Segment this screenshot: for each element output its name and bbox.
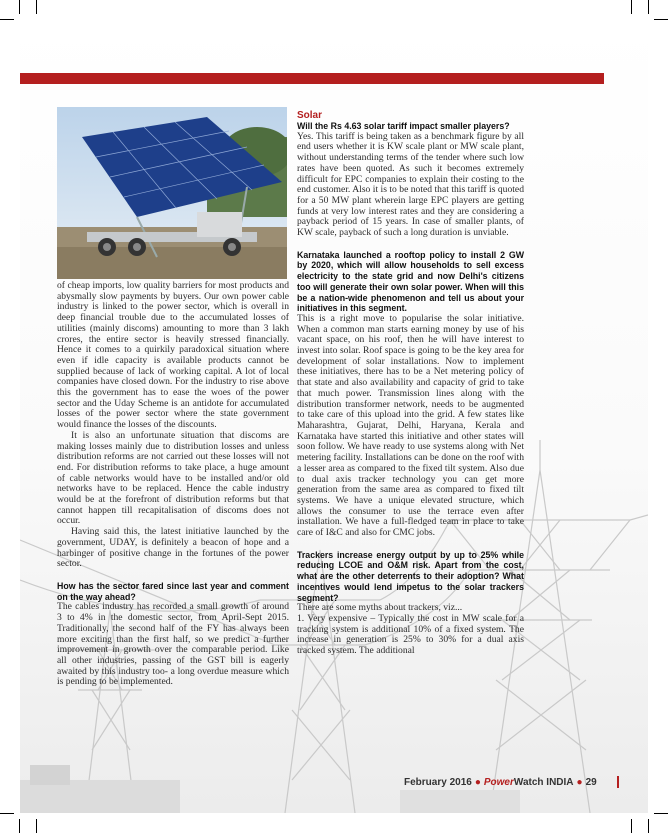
bullet-icon: ●: [576, 777, 583, 788]
answer-trackers-point-1: 1. Very expensive – Typically the cost in MW scale for a tracking system is additional 10% of a fixed system. The increase in generation is 25% to 30% for a dual axis tracked system. The additional: [297, 612, 524, 657]
crop-mark: [0, 813, 14, 814]
header-accent-bar: [20, 73, 604, 84]
left-paragraph-2: It is also an unfortunate situation that discoms are making losses mainly due to distribution losses and unless distribution reforms are not carried out these losses will not end. For distribution reforms to take place, a huge amount of cable networks would have to be installed and/or old networks have to be replaced. Hence the cable industry would be at the forefront of distribution reforms but that cannot happen till recapitalisation of discoms does not occur.: [57, 429, 289, 527]
solar-panel-trailer-photo: [57, 107, 287, 279]
left-column: [57, 281, 289, 688]
crop-mark: [19, 0, 20, 14]
left-paragraph-3: Having said this, the latest initiative launched by the government, UDAY, is definitely a beacon of hope and a harbinger of positive change in the fortunes of the power sector.: [57, 526, 289, 570]
right-column: [297, 110, 524, 657]
question-trackers: Trackers increase energy output by up to 25% while reducing LCOE and O&M risk. Apart from the cost, what are the other deterrents to their adoption? What incentives would lend impetus to the solar trackers segment?: [297, 549, 524, 603]
crop-mark: [648, 0, 649, 14]
solar-panel-icon: [57, 107, 287, 279]
crop-mark: [631, 0, 632, 14]
crop-mark: [0, 19, 14, 20]
crop-mark: [654, 813, 668, 814]
answer-sector-growth: The cables industry has recorded a small growth of around 3 to 4% in the domestic sector, from April-Sept 2015. Traditionally, the second half of the FY has always been more exciting than the first half, so we predict a further improvement in growth over the comparable period. Like all other industries, passing of the GST bill is eagerly awaited by this industry too- a long overdue measure which is pending to be implemented.: [57, 601, 289, 688]
crop-mark: [631, 819, 632, 833]
crop-mark: [648, 819, 649, 833]
answer-solar-tariff: Yes. This tariff is being taken as a benchmark figure by all end users whether it is KW scale plant or MW scale plant, without understanding terms of the tender where such low rates have been quoted. As such it becomes extremely difficult for EPC companies to explain their costing to the end customer. Also it is to be noted that this tariff is quoted for a 50 MW plant wherein large EPC players are getting funds at very low interest rates and they are considering a payback period of 15 years. In case of smaller plants, of KW scale, payback of such a long duration is unviable.: [297, 130, 524, 239]
footer-brand-power: Power: [483, 777, 514, 788]
page-number: 29: [585, 777, 597, 788]
section-heading: Solar: [297, 110, 323, 121]
answer-trackers-intro: There are some myths about trackers, viz...: [297, 602, 463, 614]
crop-mark: [36, 0, 37, 14]
crop-mark: [36, 819, 37, 833]
question-solar-tariff: Will the Rs 4.63 solar tariff impact smaller players?: [297, 121, 510, 131]
bullet-icon: ●: [474, 777, 481, 788]
question-rooftop-policy: Karnataka launched a rooftop policy to install 2 GW by 2020, which will allow households to sell excess electricity to the state grid and now Delhi's citizens too will generate their own solar power. When will this be a nation-wide phenomenon and tell us about your initiatives in this segment.: [297, 249, 524, 314]
left-paragraph-1: of cheap imports, low quality barriers for most products and abysmally slow payments by buyers. Our own power cable industry is linked to the power sector, which is overall in deep financial trouble due to the accumulated losses of utilities (mainly discoms) amounting to more than 3 lakh crores, the entire sector is heavily stressed financially. Hence it comes to a quirkily paradoxical situation where even if idle capacity is available products cannot be supplied because of lack of working capital. A lot of local companies have closed down. For the industry to rise above this the government has to ease the woes of the power sector and the Uday Scheme is an antidote for accumulated losses of the power sector where the state government would finance the losses of the discounts.: [57, 280, 289, 431]
footer-brand-rest: Watch INDIA: [513, 777, 574, 788]
footer-accent-tick: [617, 776, 619, 788]
crop-mark: [19, 819, 20, 833]
question-sector-growth: How has the sector fared since last year and comment on the way ahead?: [57, 580, 289, 602]
page-footer: [404, 777, 597, 788]
crop-mark: [654, 19, 668, 20]
footer-date: February 2016: [404, 777, 472, 788]
answer-rooftop-policy: This is a right move to popularise the solar initiative. When a common man starts earning money by use of his vacant space, on his roof, then he will have interest to invest into solar. Roof space is going to be the key area for development of solar installations. Now to implement these initiatives, there has to be a Net metering policy of that state and also availability and capacity of grid to take that much power. Transmission lines along with the distribution transformer network, needs to be augmented to take care of this upload into the grid. A few states like Maharashtra, Gujarat, Delhi, Haryana, Kerala and Karnataka have started this initiative and other states will soon follow. We have ready to use systems along with Net metering facility. Installations can be done on the roof with a lesser area as compared to the fixed tilt system. Also due to dual axis tracker technology you can get more generation from the same area as compared to fixed tilt systems. We have a unique elevated structure, which allows the consumer to use the terrace even after installation. We have a full-fledged team in place to take care of I&C and also for CMC jobs.: [297, 312, 524, 539]
